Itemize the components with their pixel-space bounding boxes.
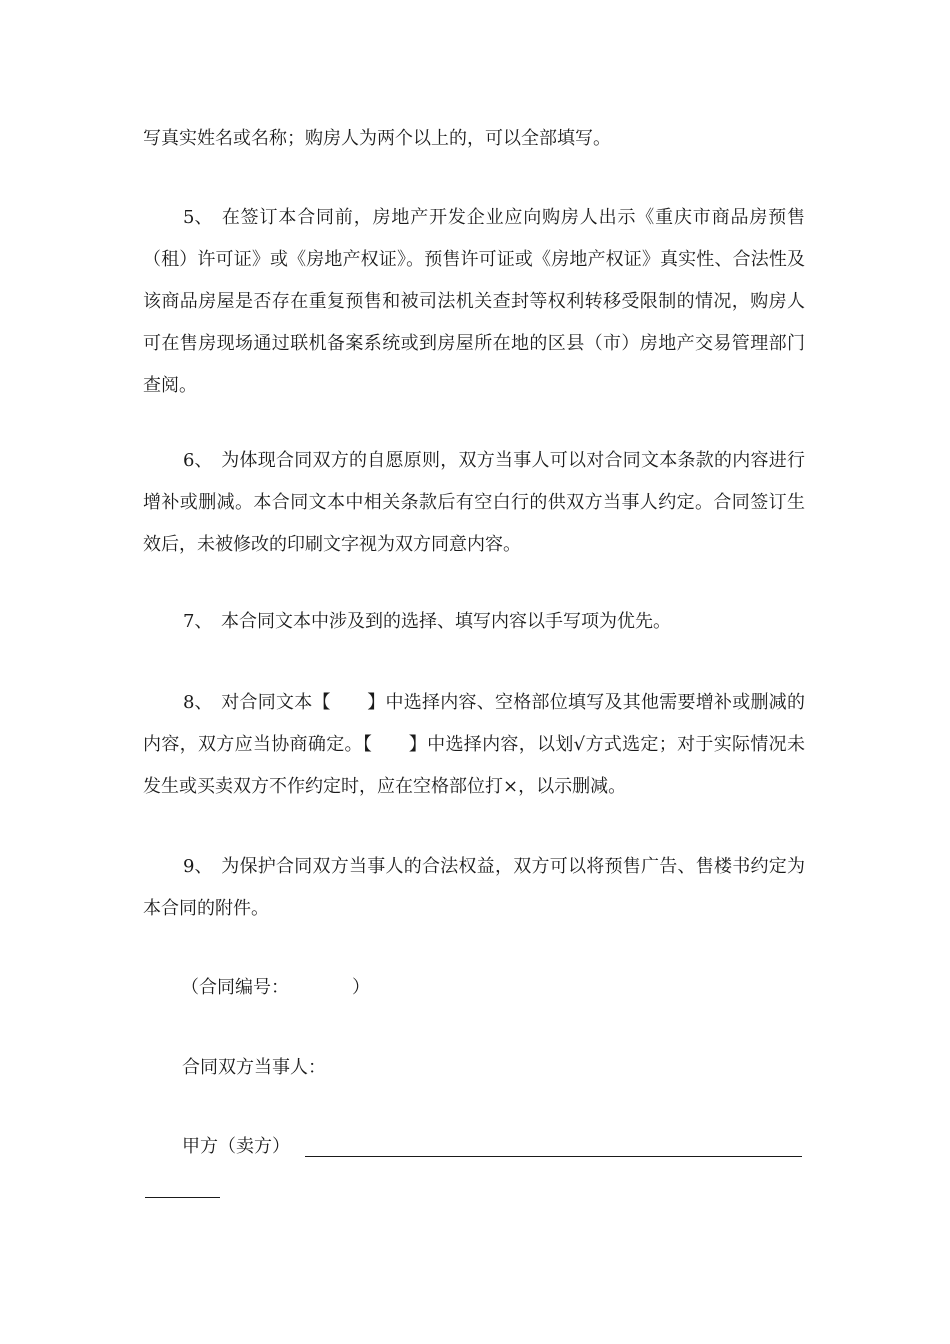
paragraph-5: [143, 197, 805, 407]
paragraph-continued: [143, 118, 805, 160]
item-number: 6、: [183, 450, 213, 471]
paragraph-text: 为体现合同双方的自愿原则，双方当事人可以对合同文本条款的内容进行增补或删减。本合同文本中相关条款后有空白行的供双方当事人约定。合同签订生效后，未被修改的印刷文字视为双方同意内容。: [143, 450, 805, 555]
paragraph-text: 为保护合同双方当事人的合法权益，双方可以将预售广告、售楼书约定为本合同的附件。: [143, 856, 805, 919]
party-a-label: 甲方（卖方）: [182, 1136, 290, 1157]
paragraph-text: 在签订本合同前，房地产开发企业应向购房人出示《重庆市商品房预售（租）许可证》或《房地产权证》。预售许可证或《房地产权证》真实性、合法性及该商品房屋是否存在重复预售和被司法机关查封等权利转移受限制的情况，购房人可在售房现场通过联机备案系统或到房屋所在地的区县（市）房地产交易管理部门查阅。: [143, 207, 805, 396]
paragraph-9: [143, 846, 805, 930]
paragraph-text: 写真实姓名或名称；购房人为两个以上的，可以全部填写。: [143, 128, 611, 149]
item-number: 5、: [183, 207, 213, 228]
paragraph-text: 对合同文本【 】中选择内容、空格部位填写及其他需要增补或删减的内容，双方应当协商确定。【 】中选择内容，以划√方式选定；对于实际情况未发生或买卖双方不作约定时，应在空格部位打×，以示删减。: [143, 692, 805, 797]
item-number: 8、: [183, 692, 213, 713]
paragraph-7: [143, 601, 805, 643]
contract-number-label: （合同编号： ）: [181, 977, 370, 998]
party-a-name-blank-line-continued[interactable]: [145, 1197, 220, 1198]
paragraph-8: [143, 682, 805, 808]
item-number: 9、: [183, 856, 213, 877]
paragraph-text: 本合同文本中涉及到的选择、填写内容以手写项为优先。: [221, 611, 671, 632]
contract-parties-label: 合同双方当事人：: [182, 1057, 326, 1078]
party-a-name-blank-line[interactable]: [305, 1156, 802, 1157]
item-number: 7、: [183, 611, 213, 632]
paragraph-6: [143, 440, 805, 566]
